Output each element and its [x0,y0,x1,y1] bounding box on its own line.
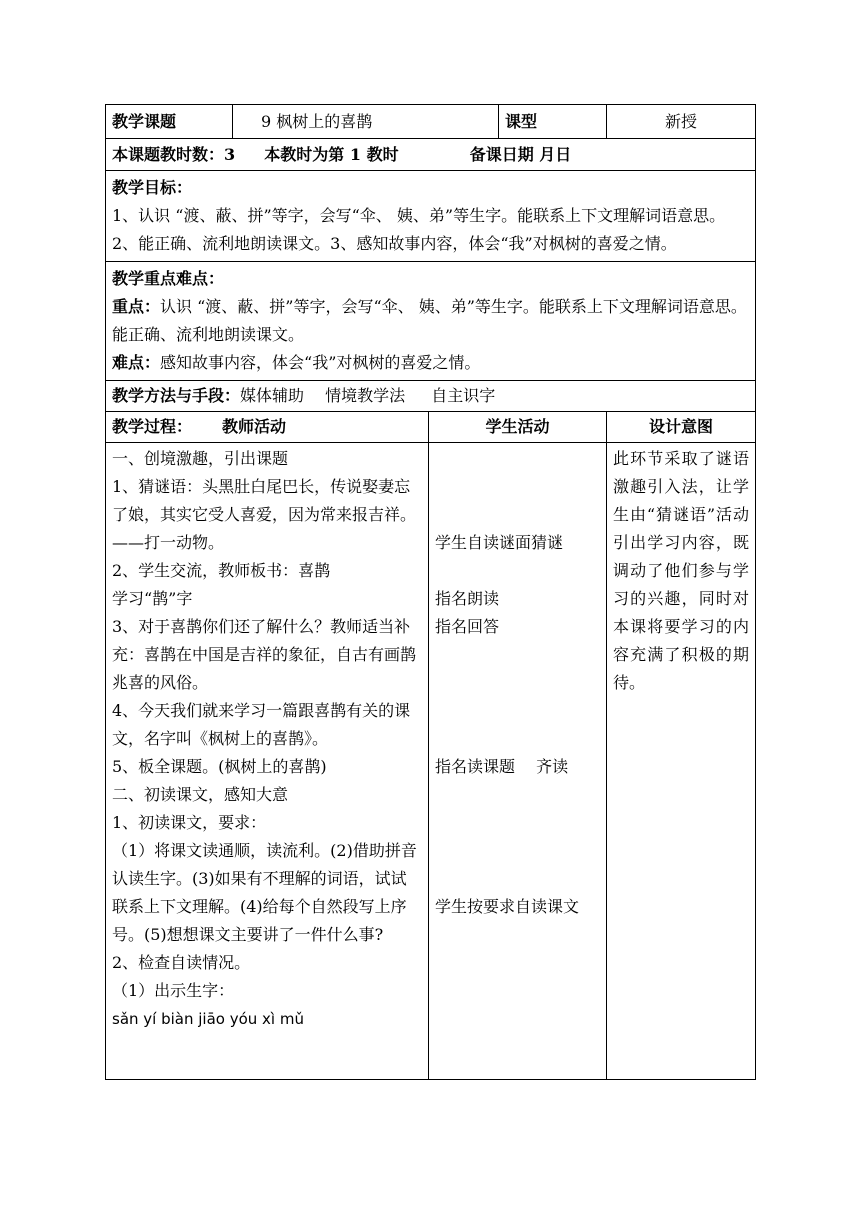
key-text: 认识 “渡、蔽、拼”等字，会写“伞、 姨、弟”等生字。能联系上下文理解词语意思。能正确、流利地朗读课文。 [112,297,747,344]
goals-label: 教学目标： [112,178,193,197]
student-line: 指名读课题 齐读 [435,757,569,776]
type-value: 新授 [607,105,756,139]
teacher-line: 5、板全课题。(枫树上的喜鹊) [112,757,327,776]
teacher-line: 2、检查自读情况。 [112,953,251,972]
pinyin-line: sǎn yí biàn jiāo yóu xì mǔ [112,1010,304,1028]
hours-row [106,139,756,171]
prep-date: 备课日期 月日 [469,144,572,164]
difficulty-label: 难点： [112,353,161,372]
teacher-line: （1）出示生字： [112,981,235,1000]
key-label: 重点： [112,297,161,316]
teacher-line: 1、初读课文，要求： [112,813,267,832]
header-row [106,105,756,139]
teacher-line: 一、创境激趣，引出课题 [112,449,289,468]
teacher-activity-header: 教师活动 [222,417,287,436]
difficulty-text: 感知故事内容，体会“我”对枫树的喜爱之情。 [160,353,481,372]
student-activity-header: 学生活动 [429,412,607,443]
process-header-row [106,412,756,443]
design-intent-header: 设计意图 [607,412,756,443]
teacher-line: 1、猜谜语：头黑肚白尾巴长，传说娶妻忘了娘，其实它受人喜爱，因为常来报吉祥。——打一动物。 [112,477,417,552]
process-label: 教学过程： [112,417,193,436]
teacher-line: 4、今天我们就来学习一篇跟喜鹊有关的课文，名字叫《枫树上的喜鹊》。 [112,701,411,748]
student-line: 学生自读谜面猜谜 [435,533,564,552]
goals-text: 1、认识 “渡、蔽、拼”等字，会写“伞、 姨、弟”等生字。能联系上下文理解词语意思。2、能正确、流利地朗读课文。3、感知故事内容，体会“我”对枫树的喜爱之情。 [112,206,726,253]
topic-value: 9 枫树上的喜鹊 [233,105,499,139]
teacher-line: （1）将课文读通顺，读流利。(2)借助拼音认读生字。(3)如果有不理解的词语，试试联系上下文理解。(4)给每个自然段写上序号。(5)想想课文主要讲了一件什么事? [112,841,417,944]
lesson-plan-table [105,104,756,1080]
methods-text: 媒体辅助 情境教学法 自主识字 [240,386,496,405]
teacher-line: 二、初读课文，感知大意 [112,785,289,804]
teacher-line: 学习“鹊”字 [112,589,193,608]
teacher-line: 3、对于喜鹊你们还了解什么？教师适当补充：喜鹊在中国是吉祥的象征，自古有画鹊兆喜的风俗。 [112,617,417,692]
student-activity-cell [429,443,607,1080]
key-points-row [106,262,756,381]
goals-row [106,171,756,262]
teacher-line: 2、学生交流，教师板书：喜鹊 [112,561,331,580]
methods-row [106,381,756,412]
lesson-plan-page [105,104,755,1080]
student-line: 指名朗读 [435,589,500,608]
hours-total: 本课题教时数：3 [112,144,236,164]
hours-current: 本教时为第 1 教时 [264,144,399,164]
design-intent-cell: 此环节采取了谜语激趣引入法，让学生由“猜谜语”活动引出学习内容，既调动了他们参与学习的兴趣，同时对本课将要学习的内容充满了积极的期待。 [607,443,756,1080]
key-points-label: 教学重点难点： [112,269,225,288]
student-line: 学生按要求自读课文 [435,897,580,916]
topic-label: 教学课题 [106,105,233,139]
student-line: 指名回答 [435,617,500,636]
process-body-row [106,443,756,1080]
methods-label: 教学方法与手段： [112,386,241,405]
type-label: 课型 [499,105,607,139]
teacher-activity-cell [106,443,429,1080]
